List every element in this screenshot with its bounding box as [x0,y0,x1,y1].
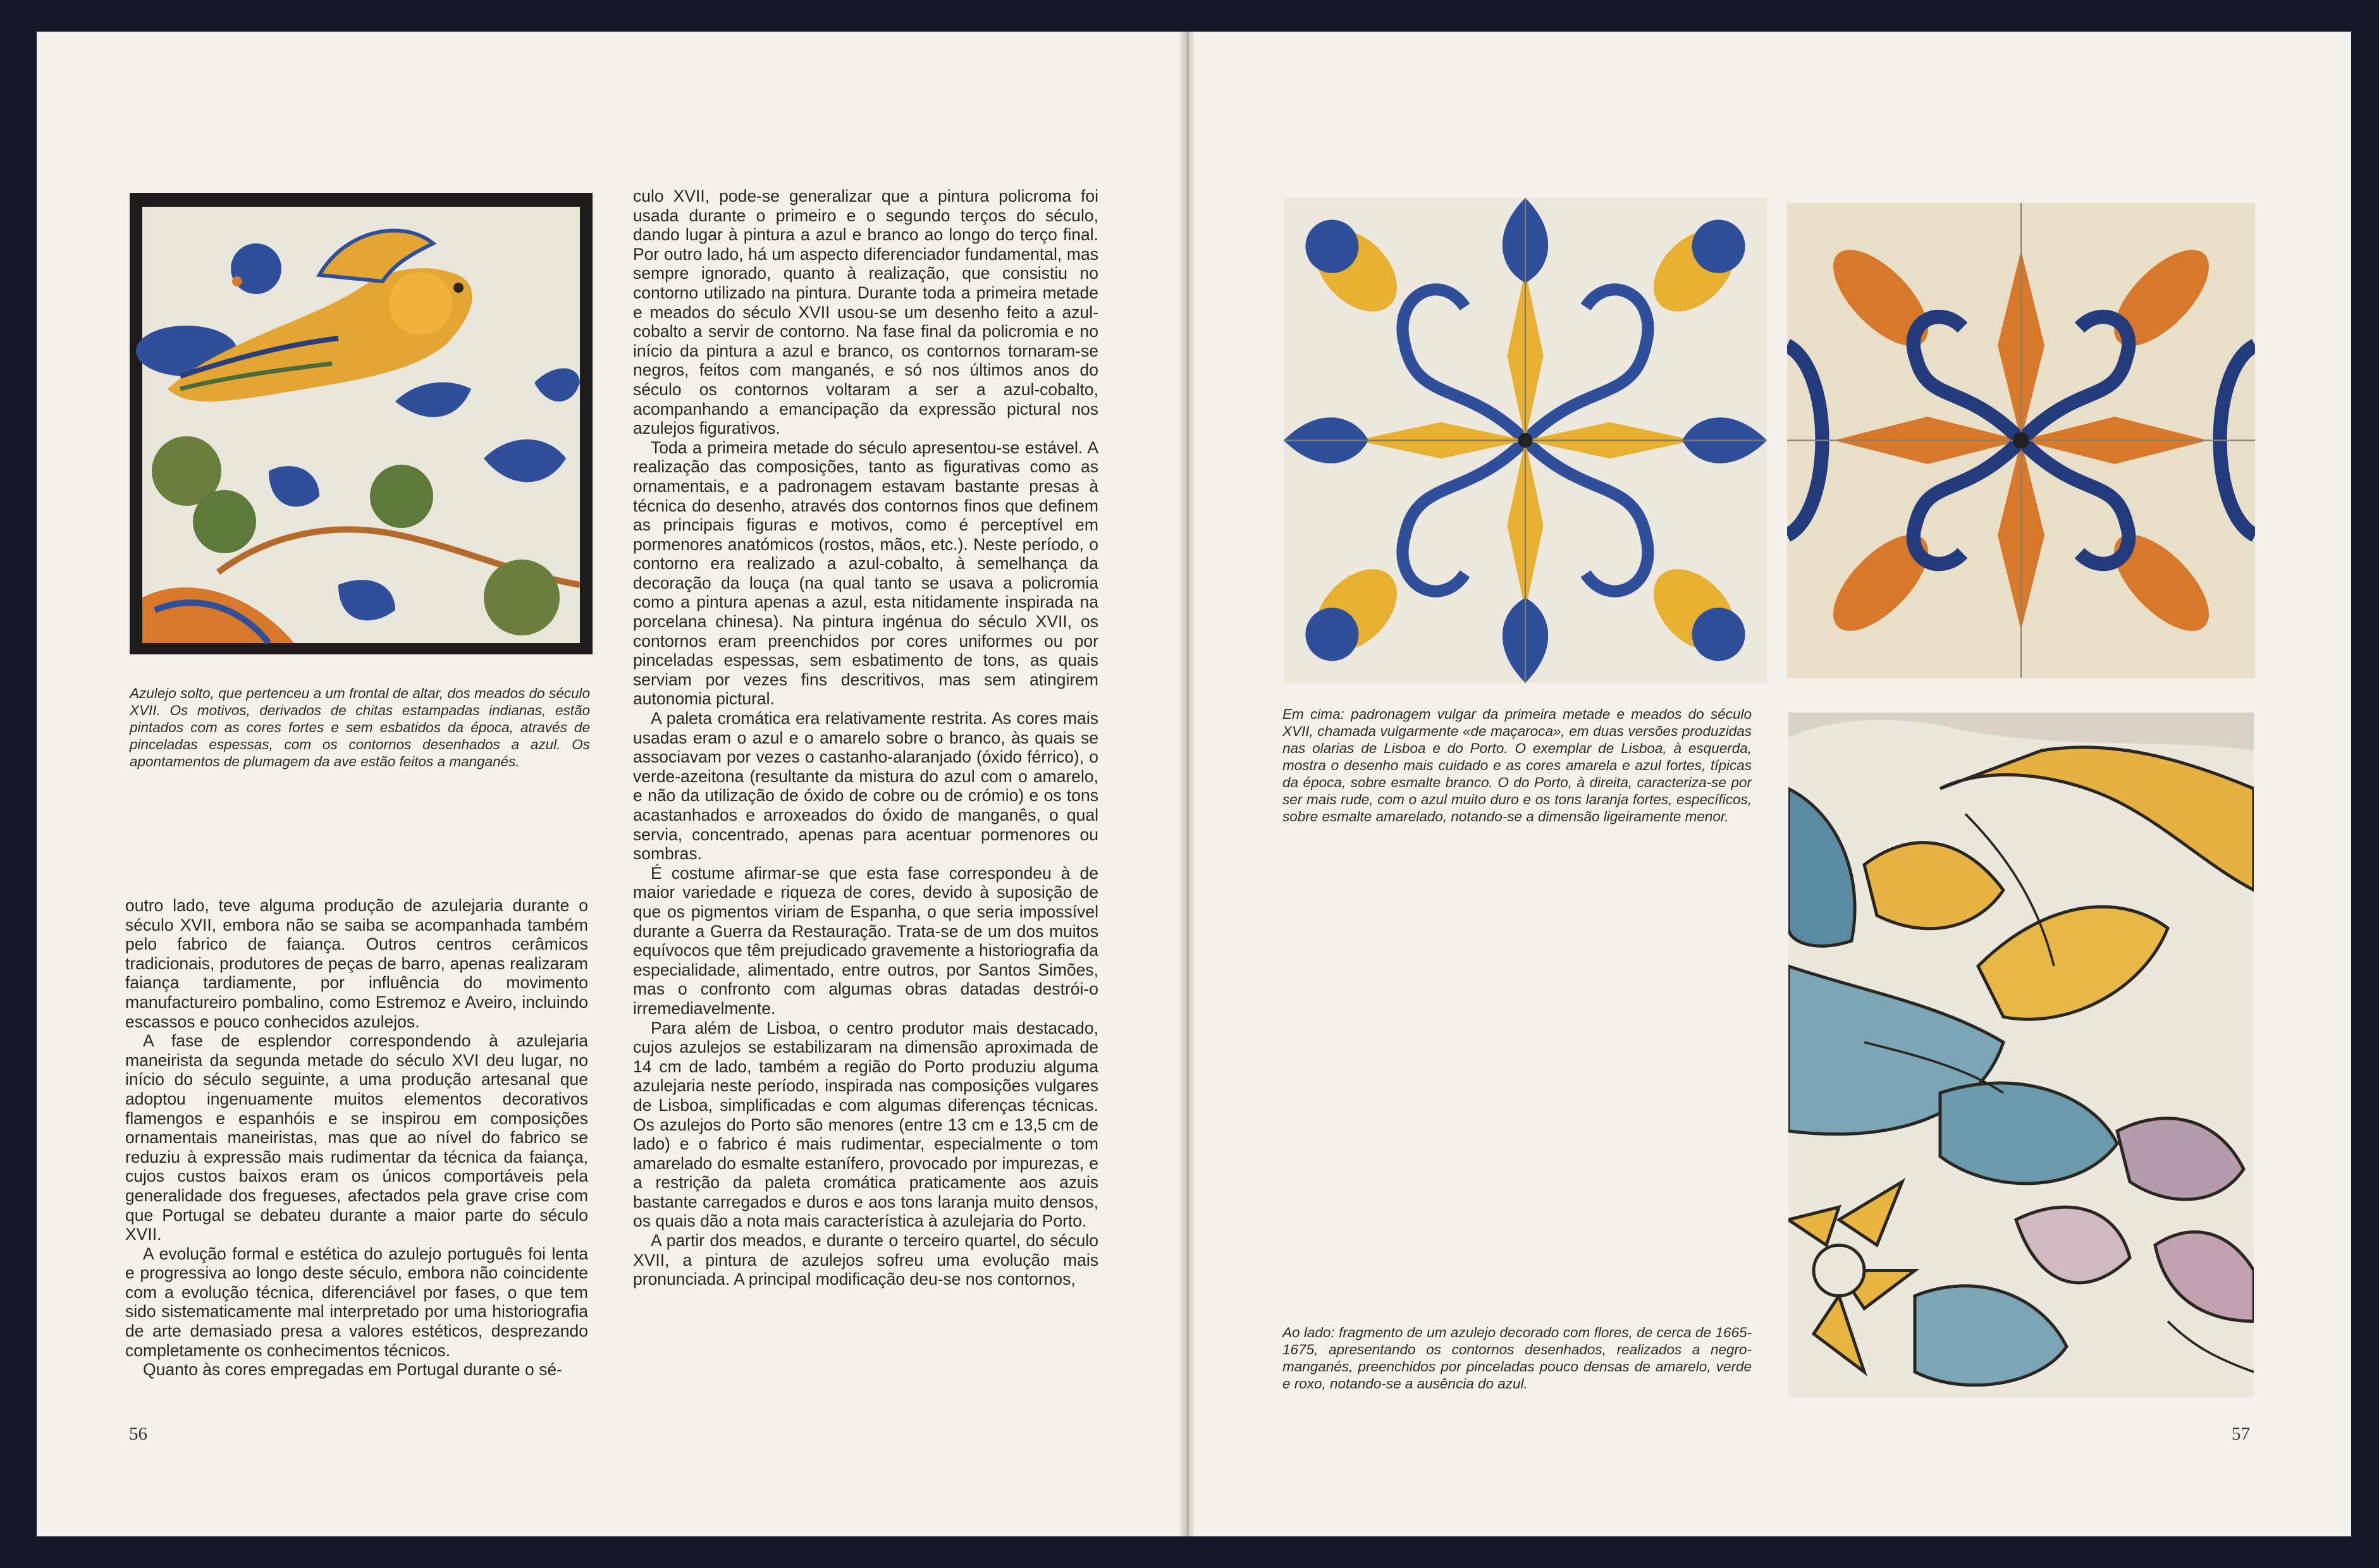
page-number-right: 57 [2232,1424,2250,1444]
porto-pattern-tile-photo [1787,203,2255,678]
caption-text: Em cima: padronagem vulgar da primeira metade e meados do século XVII, chamada vulgarmente «de maçaroca», em duas versões produzidas nas olarias de Lisboa e do Porto. O exemplar de Lisboa, à esquerda, mostra o desenho mais cuidado e as cores amarela e azul fortes, típicas da época, sobre esmalte branco. O do Porto, à direita, caracteriza-se por ser mais rude, com o azul muito duro e os tons laranja fortes, específicos, sobre esmalte amarelado, notando-se a dimensão ligeiramente menor. [1282,706,1752,824]
paragraph: A partir dos meados, e durante o terceiro quartel, do século XVII, a pintura de azulejos sofreu uma evolução mais pronunciada. A principal modificação deu-se nos contornos, [633,1231,1098,1289]
paragraph: Para além de Lisboa, o centro produtor mais destacado, cujos azulejos se estabilizaram na dimensão aproximada de 14 cm de lado, também a região do Porto produziu alguma azulejaria neste período, inspirada nas composições vulgares de Lisboa, simplificadas e com algumas diferenças técnicas. Os azulejos do Porto são menores (entre 13 cm e 13,5 cm de lado) e o fabrico é mais rudimentar, especialmente o tom amarelado do esmalte estanífero, provocado por impurezas, e a restrição da paleta cromática praticamente aos azuis bastante carregados e duros e aos tons laranja muito densos, os quais dão a nota mais característica à azulejaria do Porto. [633,1018,1098,1231]
paragraph: Quanto às cores empregadas em Portugal durante o sé- [143,1360,562,1380]
paragraph: É costume afirmar-se que esta fase correspondeu à de maior variedade e riqueza de cores, devido à suposição de que os pigmentos viriam de Espanha, o que seria impossível durante a Guerra da Restauração. Trata-se de um dos muitos equívocos que têm prejudicado gravemente a historiografia da especialidade, alimentado, entre outros, por Santos Simões, mas o confronto com algumas obras datadas destrói-o irremediavelmente. [633,863,1098,1018]
flower-fragment-tile-photo [1788,713,2254,1397]
left-page-column-2 [633,187,1098,1289]
caption-text: Ao lado: fragmento de um azulejo decorado com flores, de cerca de 1665-1675, apresentando os contornos desenhados, realizados a negro-manganés, preenchidos por pinceladas pouco densas de amarelo, verde e roxo, notando-se a ausência do azul. [1282,1325,1752,1392]
lisbon-pattern-tile-photo [1284,198,1767,683]
paragraph: culo XVII, pode-se generalizar que a pintura policroma foi usada durante o primeiro e o segundo terços do século, dando lugar à pintura a azul e branco ao longo do terço final. Por outro lado, há um aspecto diferenciador fundamental, mas sempre ignorado, quanto à realização, que consistiu no contorno utilizado na pintura. Durante toda a primeira metade e meados do século XVII usou-se um desenho feito a azul-cobalto a servir de contorno. Na fase final da policromia e no início da pintura a azul e branco, os contornos tornaram-se negros, feitos com manganés, e só nos últimos anos do século os contornos voltaram a ser a azul-cobalto, acompanhando a emancipação da expressão pictural nos azulejos figurativos. [633,187,1098,438]
book-gutter [1180,32,1195,1536]
paragraph: A evolução formal e estética do azulejo português foi lenta e progressiva ao longo deste século, embora não coincidente com a evolução técnica, diferenciável por fases, o que tem sido sistematicamente mal interpretado por uma historiografia de arte demasiado presa a valores estéticos, desprezando completamente os conhecimentos técnicos. [125,1244,588,1360]
bird-tile-caption [130,685,590,770]
flower-fragment-caption [1282,1324,1752,1392]
pattern-tiles-caption [1282,706,1752,825]
paragraph: A fase de esplendor correspondendo à azulejaria maneirista da segunda metade do século XVI deu lugar, no início do século seguinte, a uma produção artesanal que adoptou ingenuamente muitos elementos decorativos flamengos e espanhóis e se inspirou em composições ornamentais maneiristas, mas que ao nível do fabrico se reduziu à expressão mais rudimentar da técnica da faiança, cujos custos baixos eram os únicos comportáveis pela generalidade dos fregueses, afectados pela grave crise com que Portugal se debateu durante a maior parte do século XVII. [125,1031,588,1244]
left-page-column-1 [125,896,588,1380]
caption-text: Azulejo solto, que pertenceu a um frontal de altar, dos meados do século XVII. Os motivos, derivados de chitas estampadas indianas, estão pintados com as cores fortes e sem esbatidos da época, através de pinceladas espessas, com os contornos desenhados a azul. Os apontamentos de plumagem da ave estão feitos a manganés. [130,685,590,769]
paragraph: Toda a primeira metade do século apresentou-se estável. A realização das composições, tanto as figurativas como as ornamentais, e a padronagem estavam bastante presas à técnica do desenho, através dos contornos finos que definem as principais figuras e motivos, como é perceptível em pormenores anatómicos (rostos, mãos, etc.). Neste período, o contorno era realizado a azul-cobalto, à semelhança da decoração da louça (na qual tanto se usava a policromia como a pintura apenas a azul, esta nitidamente inspirada na porcelana chinesa). Na pintura ingénua do século XVII, os contornos eram preenchidos por cores uniformes ou por pinceladas espessas, sem esbatimento de tons, as quais serviam por vezes fins descritivos, mas sem atingirem autonomia pictural. [633,438,1098,709]
paragraph: outro lado, teve alguma produção de azulejaria durante o século XVII, embora não se saiba se acompanhada também pelo fabrico de faiança. Outros centros cerâmicos tradicionais, produtores de peças de barro, apenas realizaram faiança tardiamente, por influência do movimento manufactureiro pombalino, como Estremoz e Aveiro, incluindo escassos e pouco conhecidos azulejos. [125,896,588,1031]
page-number-left: 56 [129,1424,147,1444]
paragraph: A paleta cromática era relativamente restrita. As cores mais usadas eram o azul e o amarelo sobre o branco, às quais se associavam por vezes o castanho-alaranjado (óxido férrico), o verde-azeitona (resultante da mistura do azul com o amarelo, e não da utilização de óxido de cobre ou de crómio) e os tons acastanhados e arroxeados do óxido de manganês, o qual servia, concentrado, apenas para acentuar pormenores ou sombras. [633,709,1098,864]
bird-tile-photo [130,193,593,654]
